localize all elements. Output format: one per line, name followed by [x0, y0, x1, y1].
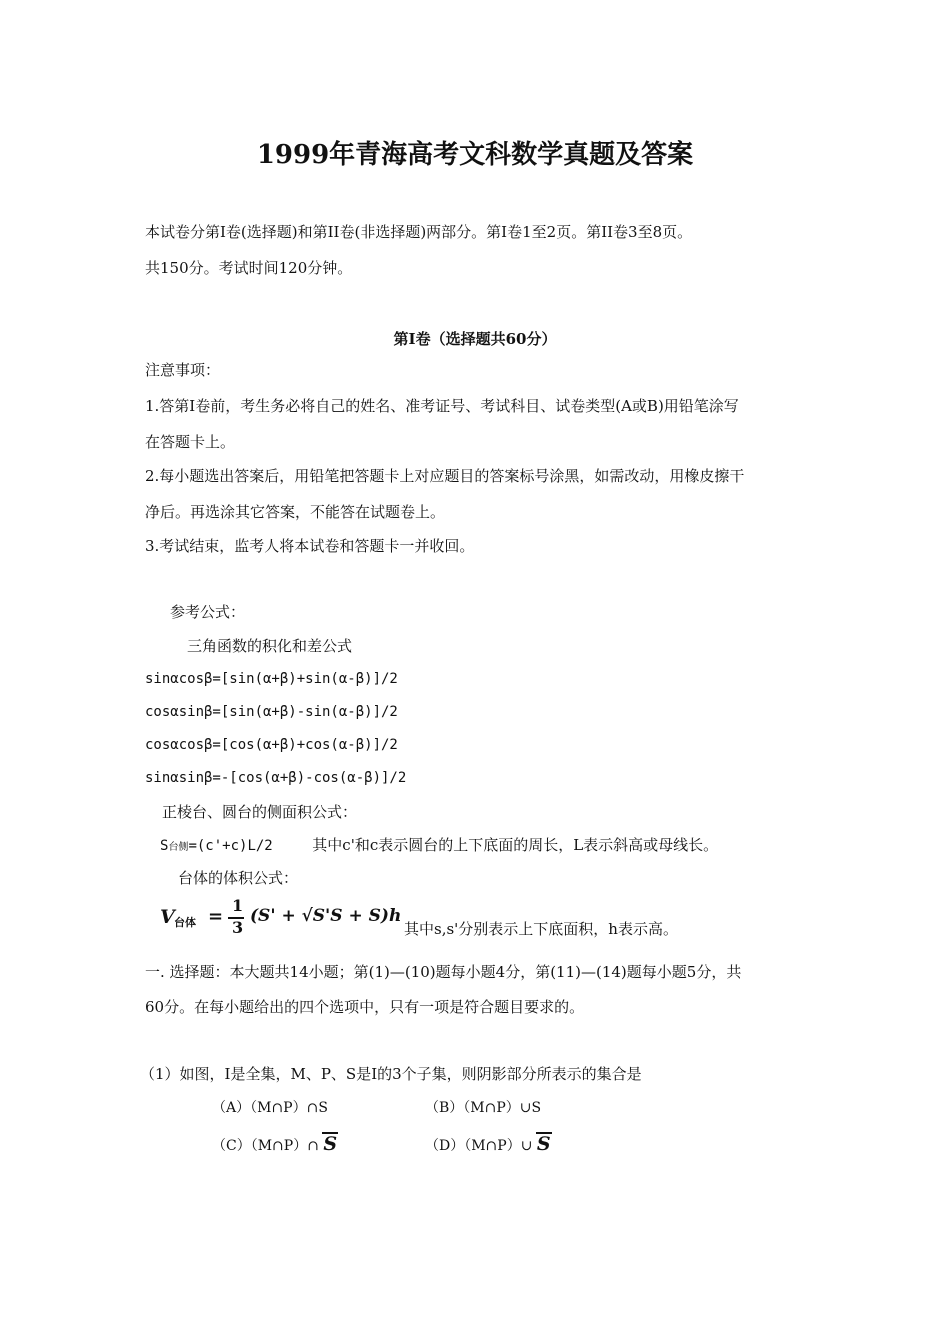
volume-formula [160, 896, 420, 940]
s-complement-c: S [323, 1133, 338, 1155]
lateral-S: S [160, 838, 169, 854]
option-c-text: （C）（M∩P）∩ [212, 1138, 319, 1154]
lateral-formula-row [160, 835, 718, 858]
lateral-sub: 台侧 [168, 842, 189, 853]
trig-formula-1: sinαcosβ=[sin(α+β)+sin(α-β)]/2 [145, 671, 398, 687]
volume-V: V [160, 906, 175, 928]
trig-heading: 三角函数的积化和差公式 [187, 637, 353, 655]
notes-heading: 注意事项： [145, 361, 221, 379]
option-d-text: （D）（M∩P）∪ [425, 1138, 533, 1154]
question1-option-c [212, 1133, 337, 1155]
question1-option-b: （B）（M∩P）∪S [425, 1100, 542, 1116]
note-line-3: 2.每小题选出答案后，用铅笔把答题卡上对应题目的答案标号涂黑，如需改动，用橡皮擦干 [145, 467, 745, 485]
trig-formula-4: sinαsinβ=-[cos(α+β)-cos(α-β)]/2 [145, 770, 407, 786]
lateral-heading: 正棱台、圆台的侧面积公式： [162, 803, 358, 821]
question1-option-d [425, 1133, 551, 1155]
intro-line-2: 共150分。考试时间120分钟。 [145, 259, 353, 277]
trig-formula-2: cosαsinβ=[sin(α+β)-sin(α-β)]/2 [145, 704, 398, 720]
note-line-5: 3.考试结束，监考人将本试卷和答题卡一并收回。 [145, 537, 475, 555]
lateral-note: 其中c'和c表示圆台的上下底面的周长，L表示斜高或母线长。 [312, 836, 719, 854]
volume-sub: 台体 [174, 916, 196, 929]
s-complement-d: S [536, 1133, 551, 1155]
reference-heading: 参考公式： [170, 603, 246, 621]
intro-line-1: 本试卷分第Ⅰ卷(选择题)和第II卷(非选择题)两部分。第Ⅰ卷1至2页。第II卷3至8页。 [145, 223, 693, 241]
volume-heading: 台体的体积公式： [178, 869, 299, 887]
lateral-formula: =(c'+c)L/2 [188, 838, 273, 854]
part1-line-1: 一. 选择题：本大题共14小题；第(1)—(10)题每小题4分，第(11)—(14)题每小题5分，共 [145, 963, 742, 981]
part1-line-2: 60分。在每小题给出的四个选项中，只有一项是符合题目要求的。 [145, 998, 585, 1016]
question1-stem: （1）如图，Ⅰ是全集，M、P、S是Ⅰ的3个子集，则阴影部分所表示的集合是 [140, 1065, 642, 1083]
note-line-2: 在答题卡上。 [145, 433, 236, 451]
page-title: 1999年青海高考文科数学真题及答案 [256, 140, 694, 170]
section-heading: 第Ⅰ卷（选择题共60分） [393, 330, 557, 348]
trig-formula-3: cosαcosβ=[cos(α+β)+cos(α-β)]/2 [145, 737, 398, 753]
volume-body: (S' + √S'S + S)h [250, 906, 402, 926]
question1-option-a: （A）（M∩P）∩S [212, 1100, 328, 1116]
volume-eq: = [208, 906, 224, 927]
note-line-1: 1.答第Ⅰ卷前，考生务必将自己的姓名、准考证号、考试科目、试卷类型(A或B)用铅笔涂写 [145, 397, 739, 415]
volume-num: 1 [232, 896, 244, 915]
note-line-4: 净后。再选涂其它答案，不能答在试题卷上。 [145, 503, 446, 521]
volume-note: 其中s,s'分别表示上下底面积，h表示高。 [404, 920, 678, 938]
volume-den: 3 [232, 918, 244, 937]
